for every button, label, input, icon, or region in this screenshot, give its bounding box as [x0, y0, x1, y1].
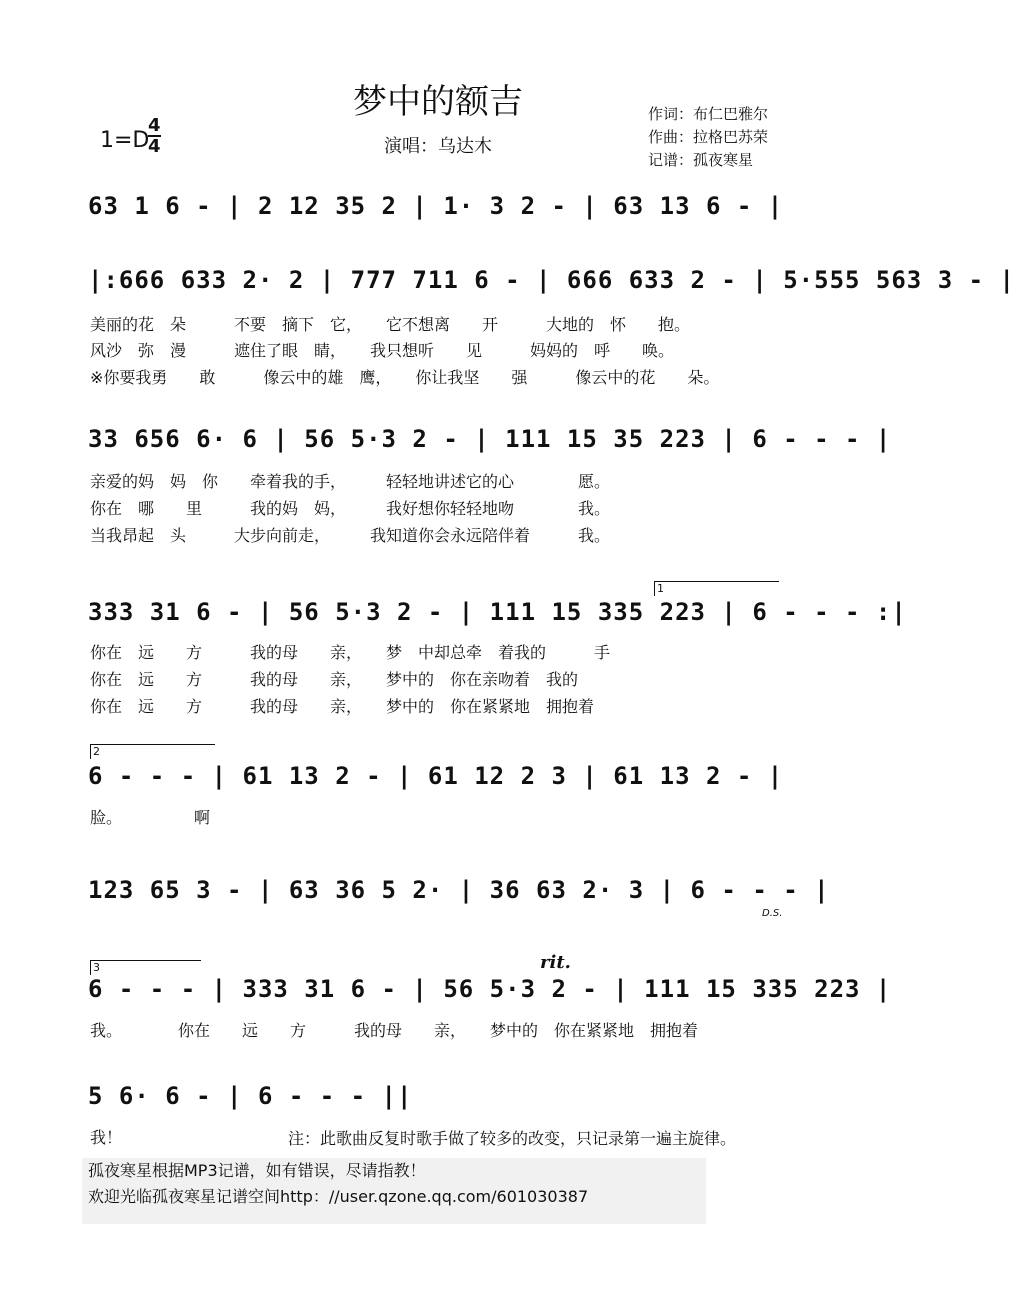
volta-1: 1	[654, 581, 779, 596]
lyric-row-4c: 你在 远 方 我的母 亲， 梦中的 你在紧紧地 拥抱着	[90, 697, 595, 716]
score-row-6: 123 65 3 - | 63 36 5 2· | 36 63 2· 3 | 6 - - - |	[88, 876, 830, 904]
lyric-row-2a: 美丽的花 朵 不要 摘下 它， 它不想离 开 大地的 怀 抱。	[90, 315, 691, 334]
dal-segno-mark: D.S.	[762, 908, 783, 919]
score-row-3: 33 656 6· 6 | 56 5·3 2 - | 111 15 35 223 | 6 - - - |	[88, 425, 892, 453]
key-signature: 1=D	[100, 128, 150, 153]
footer-line-1: 孤夜寒星根据MP3记谱，如有错误，尽请指教！	[88, 1161, 426, 1180]
ritardando-mark: rit.	[540, 952, 571, 973]
score-row-1: 63 1 6 - | 2 12 35 2 | 1· 3 2 - | 63 13 6 - |	[88, 192, 784, 220]
lyric-row-2b: 风沙 弥 漫 遮住了眼 睛， 我只想听 见 妈妈的 呼 唤。	[90, 341, 675, 360]
score-row-5: 6 - - - | 61 13 2 - | 61 12 2 3 | 61 13 2 - |	[88, 762, 784, 790]
editor-note: 注：此歌曲反复时歌手做了较多的改变，只记录第一遍主旋律。	[288, 1129, 737, 1148]
volta-2: 2	[90, 744, 215, 759]
time-sig-bottom: 4	[148, 136, 161, 157]
score-row-8: 5 6· 6 - | 6 - - - ||	[88, 1082, 413, 1110]
lyric-row-3b: 你在 哪 里 我的妈 妈， 我好想你轻轻地吻 我。	[90, 499, 611, 518]
score-row-7: 6 - - - | 333 31 6 - | 56 5·3 2 - | 111 15 335 223 |	[88, 975, 892, 1003]
time-sig-top: 4	[148, 115, 161, 136]
footer-box	[82, 1158, 706, 1224]
lyric-row-2c: ※你要我勇 敢 像云中的雄 鹰， 你让我坚 强 像云中的花 朵。	[90, 368, 720, 387]
composer: 作曲：拉格巴苏荣	[648, 128, 769, 146]
singer: 演唱：乌达木	[384, 136, 492, 157]
lyric-row-3c: 当我昂起 头 大步向前走， 我知道你会永远陪伴着 我。	[90, 526, 611, 545]
score-row-4: 333 31 6 - | 56 5·3 2 - | 111 15 335 223 | 6 - - - :|	[88, 598, 907, 626]
lyric-row-3a: 亲爱的妈 妈 你 牵着我的手， 轻轻地讲述它的心 愿。	[90, 472, 611, 491]
lyric-row-8: 我！	[90, 1128, 123, 1147]
song-title: 梦中的额吉	[353, 82, 523, 122]
lyric-row-5: 脸。 啊	[90, 808, 211, 827]
footer-line-2: 欢迎光临孤夜寒星记谱空间http：//user.qzone.qq.com/601030387	[88, 1187, 589, 1206]
credits	[648, 103, 768, 172]
lyric-row-7: 我。 你在 远 方 我的母 亲， 梦中的 你在紧紧地 拥抱着	[90, 1021, 699, 1040]
volta-3: 3	[90, 960, 201, 975]
lyric-row-4b: 你在 远 方 我的母 亲， 梦中的 你在亲吻着 我的	[90, 670, 579, 689]
lyricist: 作词：布仁巴雅尔	[648, 105, 769, 123]
score-row-2: |:666 633 2· 2 | 777 711 6 - | 666 633 2 - | 5·555 563 3 - |	[88, 266, 1015, 294]
lyric-row-4a: 你在 远 方 我的母 亲， 梦 中却总牵 着我的 手	[90, 643, 611, 662]
transcriber: 记谱：孤夜寒星	[648, 151, 754, 169]
